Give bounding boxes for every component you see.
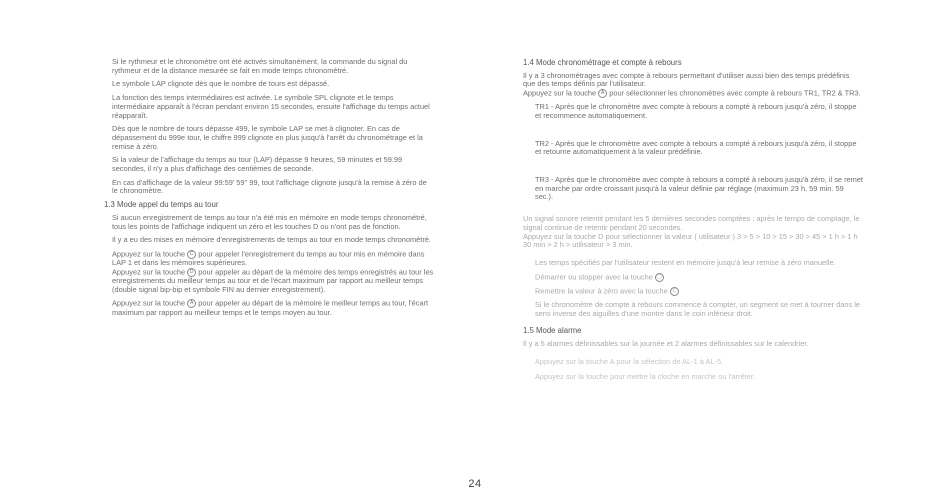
section-heading-1-4: 1.4 Mode chronométrage et compte à rebours: [523, 58, 682, 67]
paragraph: Il y a 5 alarmes définissables sur la journée et 2 alarmes définissables sur le calendrier.: [523, 339, 809, 349]
text: Appuyez sur la touche: [112, 298, 186, 308]
left-column: [104, 58, 434, 322]
paragraph: Le symbole LAP clignote dès que le nombre de tours est dépassé.: [112, 79, 330, 89]
section-heading-1-3: 1.3 Mode appel du temps au tour: [104, 200, 219, 210]
paragraph: [523, 273, 863, 282]
paragraph: Dès que le nombre de tours dépasse 499, le symbole LAP se met à clignoter. En cas de dépassement du 999e tour, le chiffre 999 clignote en plus jusqu'à l'arrêt du chronométrage et la remise à zéro.: [112, 124, 423, 151]
paragraph: Il y a eu des mises en mémoire d'enregistrements de temps au tour en mode temps chronométré.: [112, 235, 431, 245]
page-number: 24: [468, 478, 482, 490]
paragraph: Un signal sonore retentit pendant les 5 dernières secondes comptées ; après le temps de comptage, le signal continue de retentir pendant 20 secondes.: [523, 214, 860, 232]
paragraph: Si la valeur de l'affichage du temps au tour (LAP) dépasse 9 heures, 59 minutes et 59.99 secondes, il n'y a plus d'affichage des centièmes de seconde.: [112, 155, 403, 174]
paragraph: [104, 268, 434, 295]
key-a-icon: A: [187, 299, 196, 308]
text: Appuyez sur la touche: [112, 267, 186, 277]
paragraph: La fonction des temps intermédiaires est activée. Le symbole SPL clignote et le temps intermédiaire apparaît à l'écran pendant environ 15 secondes, ensuite l'affichage du temps actuel réapparaît.: [112, 93, 430, 120]
paragraph: Appuyez sur la touche pour mettre la cloche en marche ou l'arrêter.: [535, 371, 755, 381]
right-column: [523, 56, 863, 386]
paragraph: [104, 299, 434, 317]
paragraph: Si aucun enregistrement de temps au tour n'a été mis en mémoire en mode temps chronométré, tous les points de l'affichage indiquent un zéro et les touches D ou n'ont pas de fonction.: [112, 212, 427, 231]
paragraph: Appuyez sur la touche A pour la sélection de AL-1 à AL-5.: [535, 356, 724, 366]
key-c-icon: C: [670, 287, 679, 296]
key-startstop-icon: ◯: [656, 273, 663, 280]
paragraph: [104, 250, 434, 268]
key-d-icon: D: [187, 268, 196, 277]
text: pour sélectionner les chronomètres avec compte à rebours TR1, TR2 & TR3.: [609, 88, 861, 98]
paragraph: En cas d'affichage de la valeur 99:59' 59'' 99, tout l'affichage clignote jusqu'à la remise à zéro de le chronomètre.: [112, 177, 427, 196]
text: Démarrer ou stopper avec la touche: [535, 272, 653, 282]
text: pour appeler au départ de la mémoire des temps enregistrés au tour les enregistrements du meilleur temps au tour et de l'écart maximum par rapport au meilleur temps (double signal bip-bip et symbole FIN au dernier enregistrement).: [112, 267, 434, 294]
section-heading-1-5: 1.5 Mode alarme: [523, 326, 582, 336]
tr1-description: TR1 - Après que le chronomètre avec compte à rebours a compté à rebours jusqu'à zéro, il stoppe et recommence automatiquement.: [535, 102, 857, 120]
paragraph: Les temps spécifiés par l'utilisateur restent en mémoire jusqu'à leur remise à zéro manuelle.: [535, 258, 836, 267]
tr2-description: TR2 - Après que le chronomètre avec compte à rebours a compté à rebours jusqu'à zéro, il stoppe et retourne automatiquement à la valeur prédéfinie.: [535, 138, 857, 157]
paragraph: Il y a 3 chronométrages avec compte à rebours permettant d'utiliser aussi bien des temps prédéfinis que des temps définis par l'utilisateur.: [523, 70, 850, 89]
text: Appuyez sur la touche: [112, 249, 186, 259]
text: Appuyez sur la touche: [523, 88, 597, 98]
paragraph: Si le rythmeur et le chronomètre ont été activés simultanément, la commande du signal du rythmeur et de la distance mesurée se fait en mode temps chronométré.: [112, 57, 408, 75]
text: pour appeler l'enregistrement du temps au tour mis en mémoire dans LAP 1 et dans les mémoires supérieures.: [112, 249, 425, 268]
paragraph: Appuyez sur la touche D pour sélectionner la valeur ( utilisateur ) 3 > 5 > 10 > 15 > 30 > 45 > 1 h > 1 h 30 min > 2 h > utilisateur > 3 min.: [523, 231, 858, 250]
text: pour appeler au départ de la mémoire le meilleur temps au tour, l'écart maximum par rapport au meilleur temps et le temps moyen au tour.: [112, 298, 429, 317]
tr3-description: TR3 - Après que le chronomètre avec compte à rebours a compté à rebours jusqu'à zéro, il se remet en marche par ordre croissant jusqu'à la valeur définie par réglage (maximum 23 h. 59 min. 59 sec.).: [535, 175, 863, 202]
key-c-icon: C: [187, 250, 196, 259]
paragraph: Si le chronomètre de compte à rebours commence à compter, un segment se met à tourner dans le sens inverse des aiguilles d'une montre dans le coin inférieur droit.: [535, 300, 860, 318]
key-a-icon: A: [598, 89, 607, 98]
paragraph: [523, 287, 863, 296]
text: Remettre la valeur à zéro avec la touche: [535, 286, 668, 296]
paragraph: [523, 89, 863, 98]
